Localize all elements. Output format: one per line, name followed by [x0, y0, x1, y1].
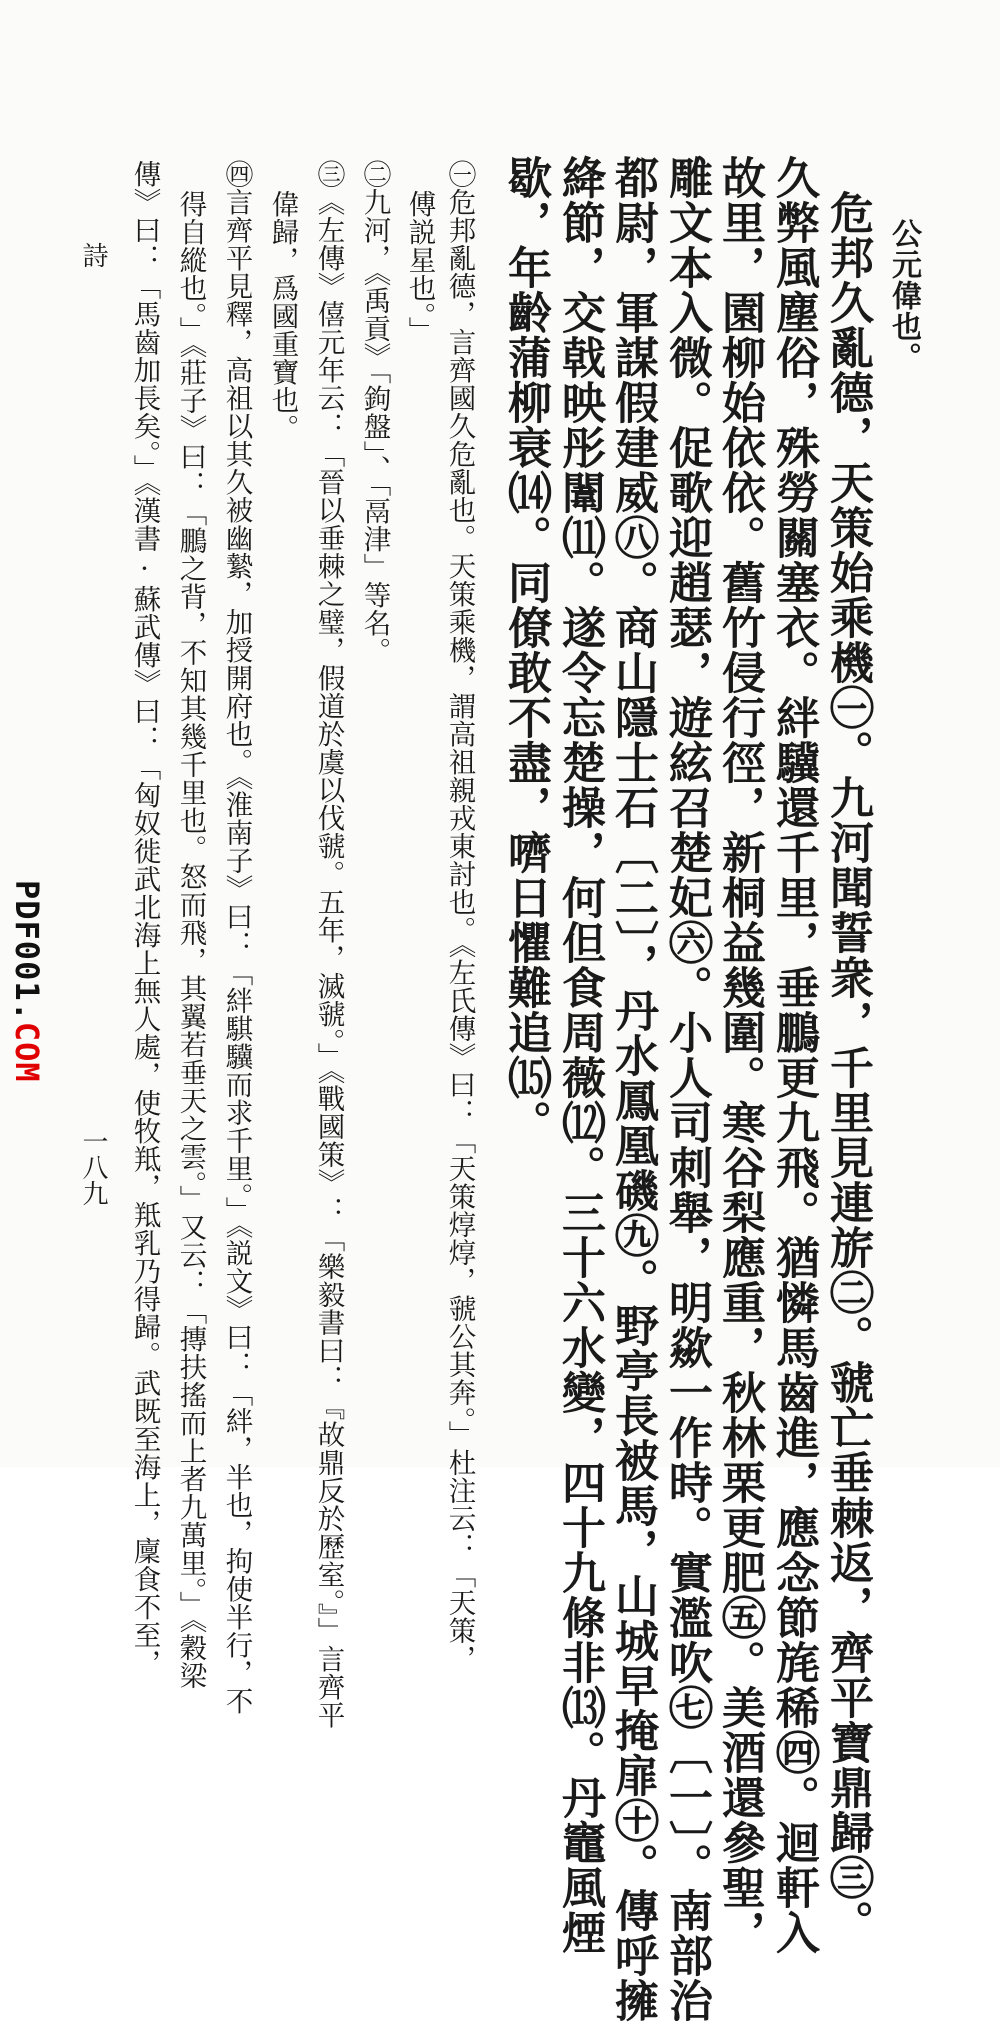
poem-column-4: 雕文本入微。促歌迎趙瑟，遊絃召楚妃㊅。小人司刺舉，明歘一作時。實濫吹㊆〔一〕。南部治 — [661, 155, 712, 2023]
header-continuation: 公元偉也。 — [886, 218, 921, 373]
annotation-column-6: ㊃言齊平見釋，高祖以其久被幽縶，加授開府也。《淮南子》曰：「絆騏驥而求千里。」《説文》曰：「絆，半也，拘使半行，不 — [220, 160, 253, 1715]
running-title: 詩 — [78, 242, 108, 268]
poem-column-2: 久弊風塵俗，殊勞關塞衣。絆驥還千里，垂鵬更九飛。猶憐馬齒進，應念節旄稀㊃。迴軒入 — [768, 155, 819, 1955]
annotation-column-8: 傳》曰：「馬齒加長矣。」《漢書·蘇武傳》曰：「匈奴徙武北海上無人處，使牧羝，羝乳乃得歸。武既至海上，廩食不至， — [128, 160, 161, 1677]
annotation-column-3: ㊁九河，《禹貢》「鉤盤」、「鬲津」等名。 — [358, 160, 391, 665]
annotation-column-5: 偉歸，爲國重寶也。 — [266, 190, 299, 442]
annotation-column-4: ㊂《左傳》僖元年云：「晉以垂棘之璧，假道於虞以伐虢。五年，滅虢。」《戰國策》：「樂毅書曰：『故鼎反於歷室。』」言齊平 — [312, 160, 345, 1729]
watermark-part2: COM — [8, 1021, 46, 1083]
annotation-column-1: ㊀危邦亂德，言齊國久危亂也。天策乘機，謂高祖親戎東討也。《左氏傳》曰：「天策焞焞，虢公其奔。」杜注云：「天策， — [443, 160, 476, 1673]
annotation-column-7: 得自縱也。」《莊子》曰：「鵬之背，不知其幾千里也。怒而飛，其翼若垂天之雲。」又云：「摶扶搖而上者九萬里。」《穀梁 — [174, 190, 207, 1690]
watermark — [8, 880, 46, 1083]
poem-column-6: 絳節，交戟映彤闈⑾。遂令忘楚操，何但食周薇⑿。三十六水變，四十九條非⒀。丹竈風煙 — [554, 155, 605, 1955]
poem-column-5: 都尉，軍謀假建威㊇。商山隱士石〔二〕，丹水鳳凰磯㊈。野亭長被馬，山城早掩扉㊉。傳呼擁 — [607, 155, 658, 2023]
page-number: 一八九 — [78, 1128, 108, 1206]
poem-column-7: 歇，年齡蒲柳衰⒁。同僚敢不盡，嚌日懼難追⒂。 — [500, 155, 551, 1145]
annotation-column-2: 傅説星也。」 — [403, 190, 436, 345]
poem-column-3: 故里，園柳始依依。舊竹侵行徑，新桐益幾圍。寒谷梨應重，秋林栗更肥㊄。美酒還參聖， — [714, 155, 765, 1955]
watermark-part1: PDF001. — [8, 880, 46, 1022]
poem-column-1: 危邦久亂德，天策始乘機㊀。九河聞誓衆，千里見連旂㊁。虢亡垂棘返，齊平寶鼎歸㊂。 — [822, 190, 873, 1945]
